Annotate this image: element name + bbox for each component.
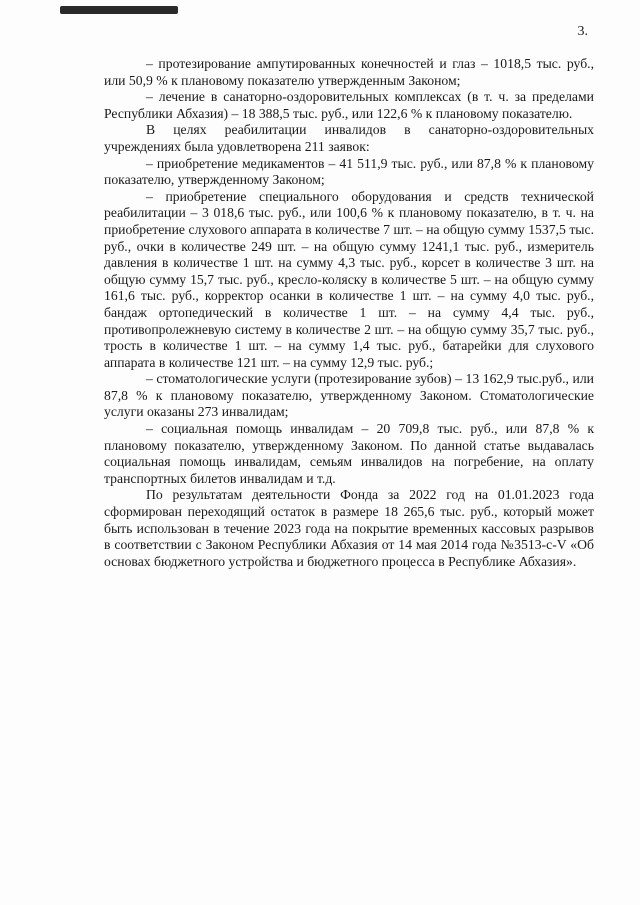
paragraph-sanatorium-treatment: – лечение в санаторно-оздоровительных комплексах (в т. ч. за пределами Республики Абхазия) – 18 388,5 тыс. руб., или 122,6 % к плановому показателю.: [104, 89, 594, 121]
paragraph-medicines: – приобретение медикаментов – 41 511,9 тыс. руб., или 87,8 % к плановому показателю, утвержденному Законом;: [104, 155, 594, 188]
paragraph-social-aid: – социальная помощь инвалидам – 20 709,8 тыс. руб., или 87,8 % к плановому показателю, утвержденному Законом. По данной статье выдавалась социальная помощь инвалидам, семьям инвалидов на погребение, на оплату транспортных билетов инвалидам и т.д.: [104, 421, 594, 486]
paragraph-rehabilitation-requests: В целях реабилитации инвалидов в санаторно-оздоровительных учреждениях была удовлетворена 211 заявок:: [104, 122, 594, 154]
paragraph-dental: – стоматологические услуги (протезирование зубов) – 13 162,9 тыс.руб., или 87,8 % к плановому показателю, утвержденному Законом. Стоматологические услуги оказаны 273 инвалидам;: [104, 371, 594, 420]
paragraph-fund-results: По результатам деятельности Фонда за 2022 год на 01.01.2023 года сформирован переходящий остаток в размере 18 265,6 тыс. руб., который может быть использован в течение 2023 года на покрытие временных кассовых разрывов в соответствии с Законом Республики Абхазия от 14 мая 2014 года №3513-с-V «Об основах бюджетного устройства и бюджетного процесса в Республике Абхазия».: [104, 487, 594, 569]
page-number: 3.: [577, 24, 588, 39]
scan-artifact-mark: [60, 6, 178, 14]
paragraph-prosthetics: – протезирование ампутированных конечностей и глаз – 1018,5 тыс. руб., или 50,9 % к плановому показателю утвержденным Законом;: [104, 56, 594, 88]
document-body: [104, 56, 594, 570]
paragraph-equipment: – приобретение специального оборудования и средств технической реабилитации – 3 018,6 тыс. руб., или 100,6 % к плановому показателю, в т. ч. на приобретение слухового аппарата в количестве 7 шт. – на общую сумму 1537,5 тыс. руб., очки в количестве 249 шт. – на общую сумму 1241,1 тыс. руб., измеритель давления в количестве 1 шт. на сумму 4,3 тыс. руб., корсет в количестве 3 шт. на общую сумму 15,7 тыс. руб., кресло-коляску в количестве 5 шт. – на общую сумму 161,6 тыс. руб., корректор осанки в количестве 1 шт. – на сумму 4,0 тыс. руб., бандаж ортопедический в количестве 1 шт. – на сумму 4,4 тыс. руб., противопролежневую систему в количестве 2 шт. – на общую сумму 35,7 тыс. руб., трость в количестве 1 шт. – на сумму 1,4 тыс. руб., батарейки для слухового аппарата в количестве 121 шт. – на сумму 12,9 тыс. руб.;: [104, 188, 594, 370]
